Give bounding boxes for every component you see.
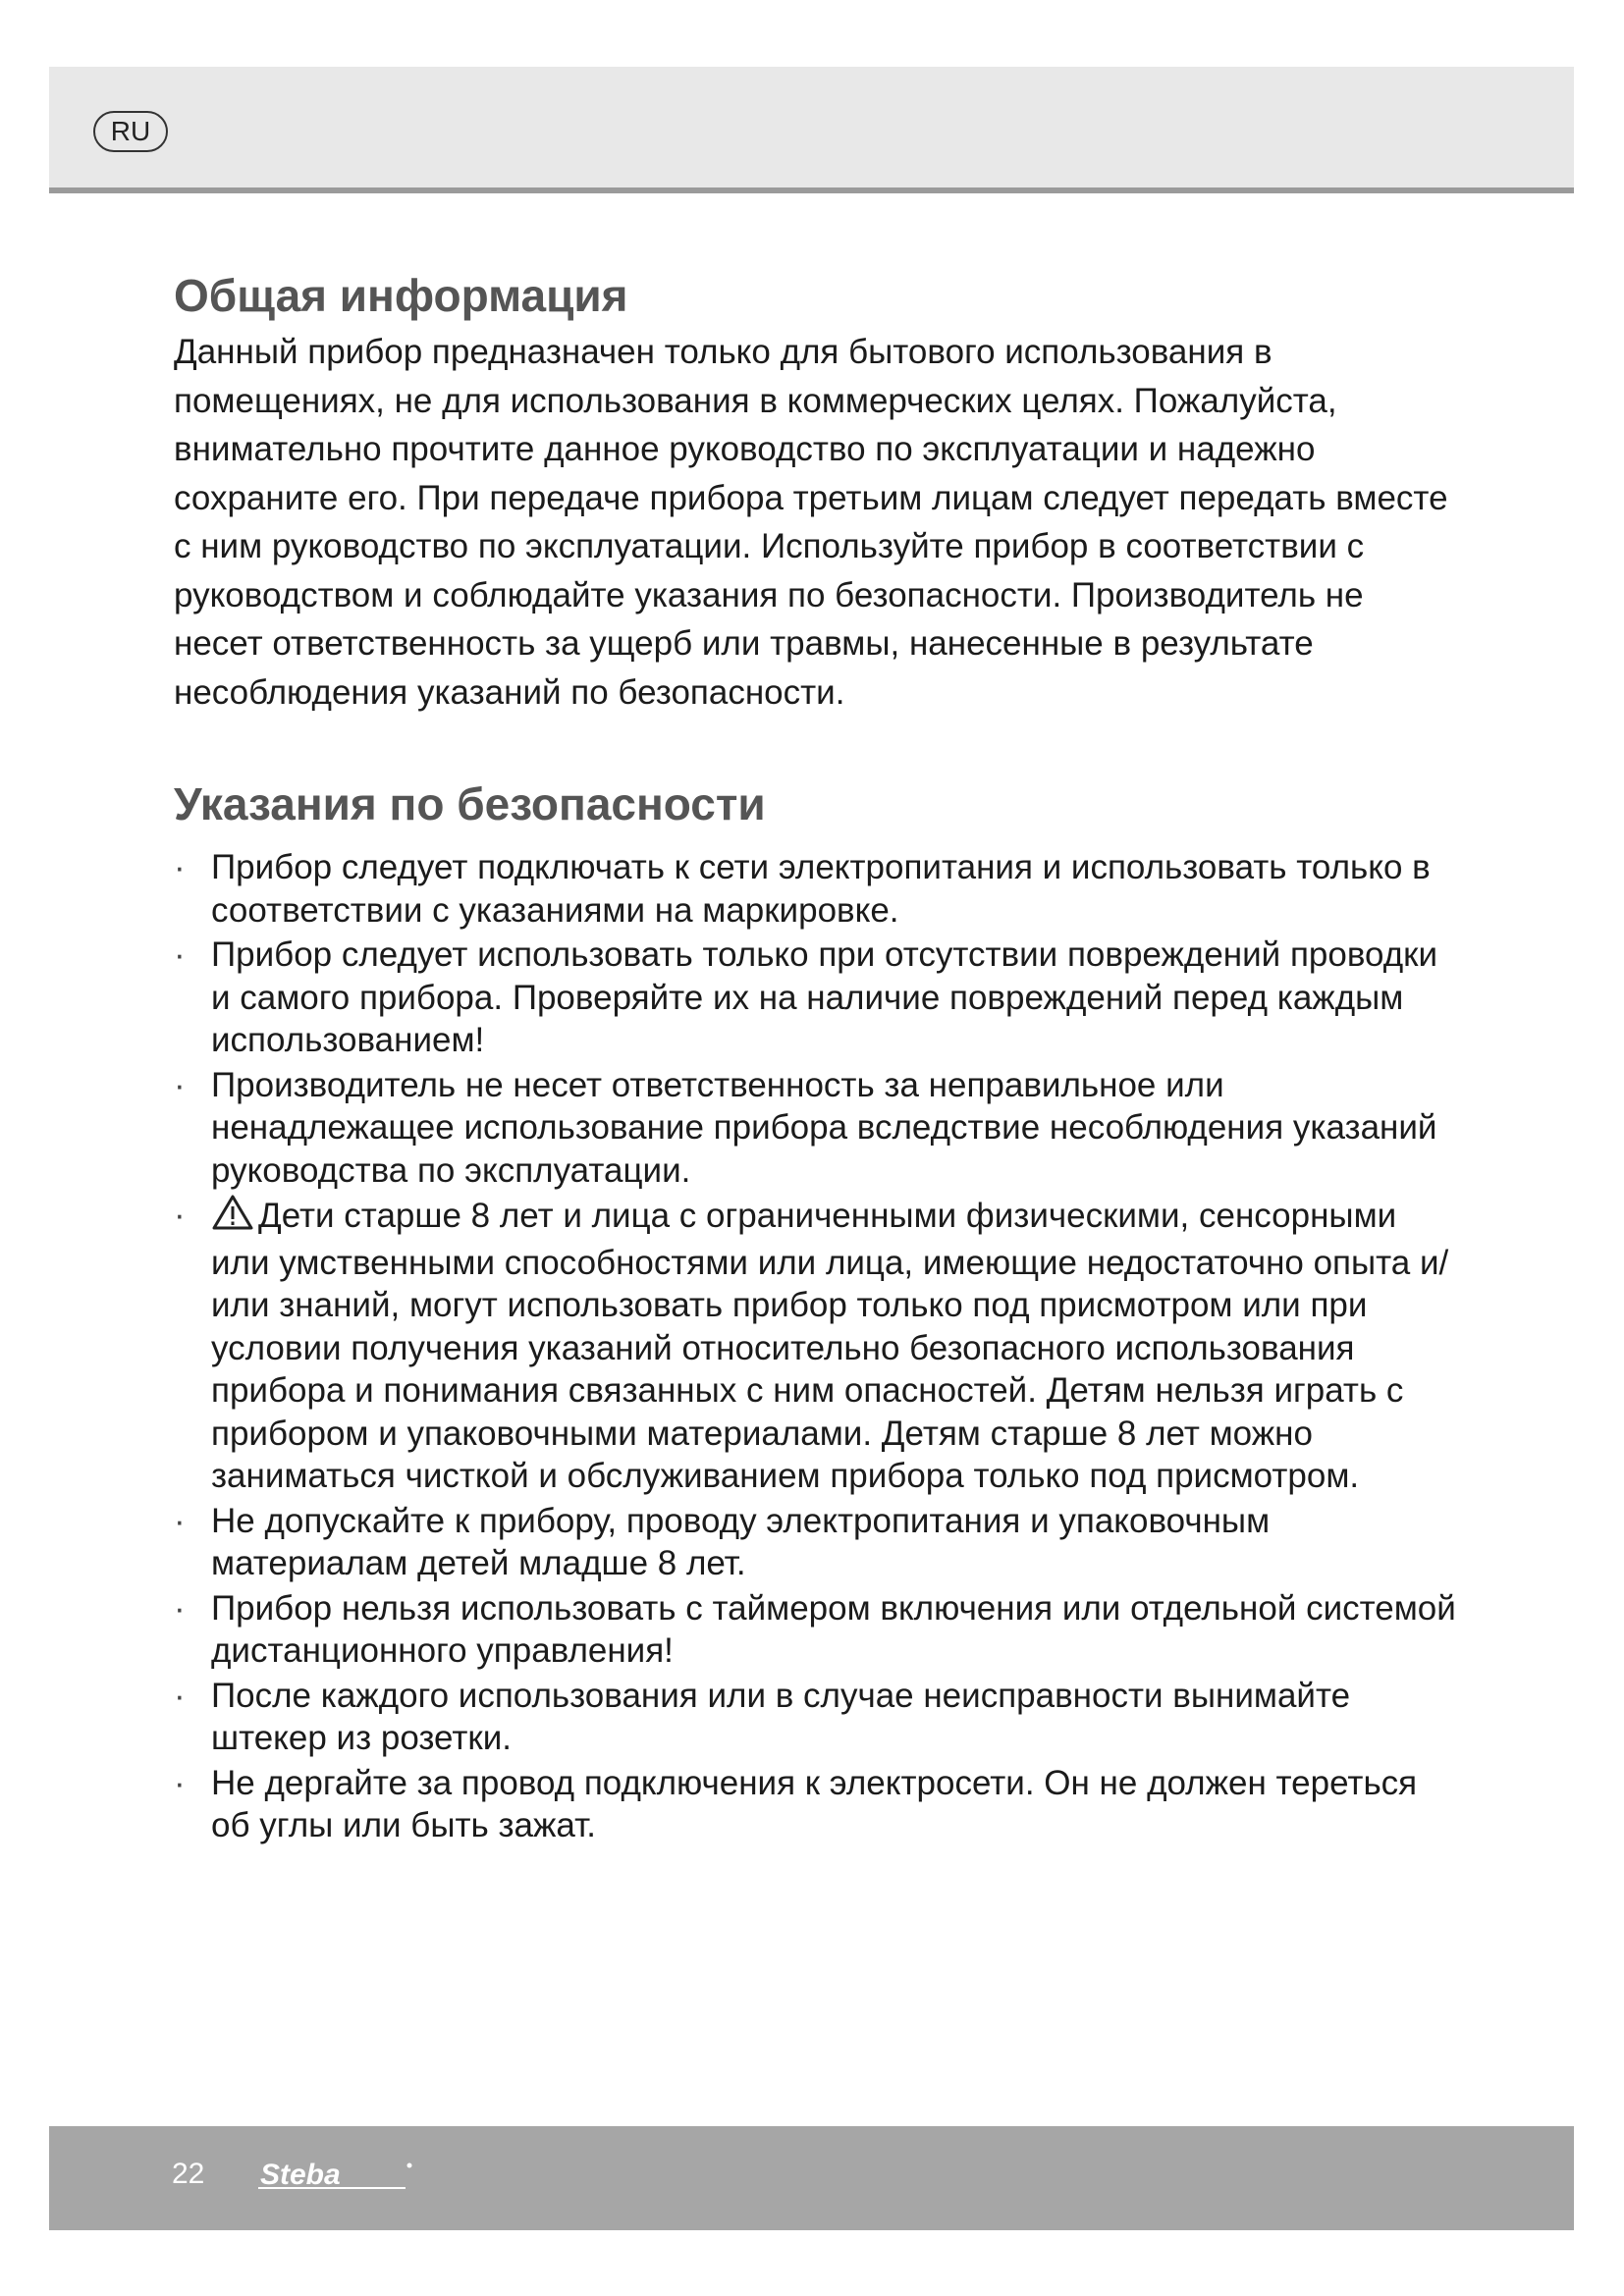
list-item [174,934,1460,1062]
list-item [174,1587,1460,1673]
list-item [174,1675,1460,1760]
list-item-text: Прибор следует подключать к сети электропитания и использовать только в соответствии с указаниями на маркировке. [211,848,1431,930]
bullet: · [174,1196,186,1234]
bullet: · [174,1065,186,1104]
safety-list [174,846,1460,1847]
list-item-text: Прибор следует использовать только при отсутствии повреждений проводки и самого прибора. Проверяйте их на наличие повреждений перед каждым использованием! [211,935,1438,1059]
header-band [49,67,1574,190]
list-item-text: Производитель не несет ответственность за неправильное или ненадлежащее использование прибора вследствие несоблюдения указаний руководства по эксплуатации. [211,1065,1437,1190]
list-item [174,1500,1460,1585]
header-divider [49,187,1574,193]
bullet: · [174,1676,186,1715]
bullet: · [174,848,186,886]
safety-section [174,772,1460,1847]
bullet: · [174,1588,186,1628]
bullet: · [174,935,186,974]
brand-logo-text: Steba [260,2159,341,2191]
bullet: · [174,1763,186,1802]
warning-triangle-icon [211,1194,254,1242]
list-item [174,1064,1460,1193]
list-item [174,846,1460,932]
list-item [174,1762,1460,1847]
general-info-section [174,263,1460,717]
general-info-title: Общая информация [174,270,628,321]
list-item-text: Прибор нельзя использовать с таймером включения или отдельной системой дистанционного управления! [211,1588,1456,1670]
language-badge: RU [93,111,168,152]
page-number: 22 [172,2158,205,2190]
list-item-text: Не дергайте за провод подключения к электросети. Он не должен тереться об углы или быть зажат. [211,1763,1418,1844]
page-content [174,263,1460,1849]
bullet: · [174,1501,186,1540]
list-item [174,1194,1460,1498]
list-item-text: Не допускайте к прибору, проводу электропитания и упаковочным материалам детей младше 8 лет. [211,1501,1271,1582]
list-item-text: Дети старше 8 лет и лица с ограниченными физическими, сенсорными или умственными способностями или лица, имеющие недостаточно опыта и/или знаний, могут использовать прибор только под присмотром или при условии получения указаний относительно безопасного использования прибора и понимания связанных с ним опасностей. Детям нельзя играть с прибором и упаковочными материалами. Детям старше 8 лет можно заниматься чисткой и обслуживанием прибора только под присмотром. [211,1197,1449,1495]
steba-logo [258,2158,415,2193]
list-item-text: После каждого использования или в случае неисправности вынимайте штекер из розетки. [211,1676,1351,1757]
general-info-paragraph: Данный прибор предназначен только для бытового использования в помещениях, не для использования в коммерческих целях. Пожалуйста, внимательно прочтите данное руководство по эксплуатации и надежно сохраните его. При передаче прибора третьим лицам следует передать вместе с ним руководство по эксплуатации. Используйте прибор в соответствии с руководством и соблюдайте указания по безопасности. Производитель не несет ответственность за ущерб или травмы, нанесенные в результате несоблюдения указаний по безопасности. [174,333,1448,712]
safety-title: Указания по безопасности [174,778,766,829]
